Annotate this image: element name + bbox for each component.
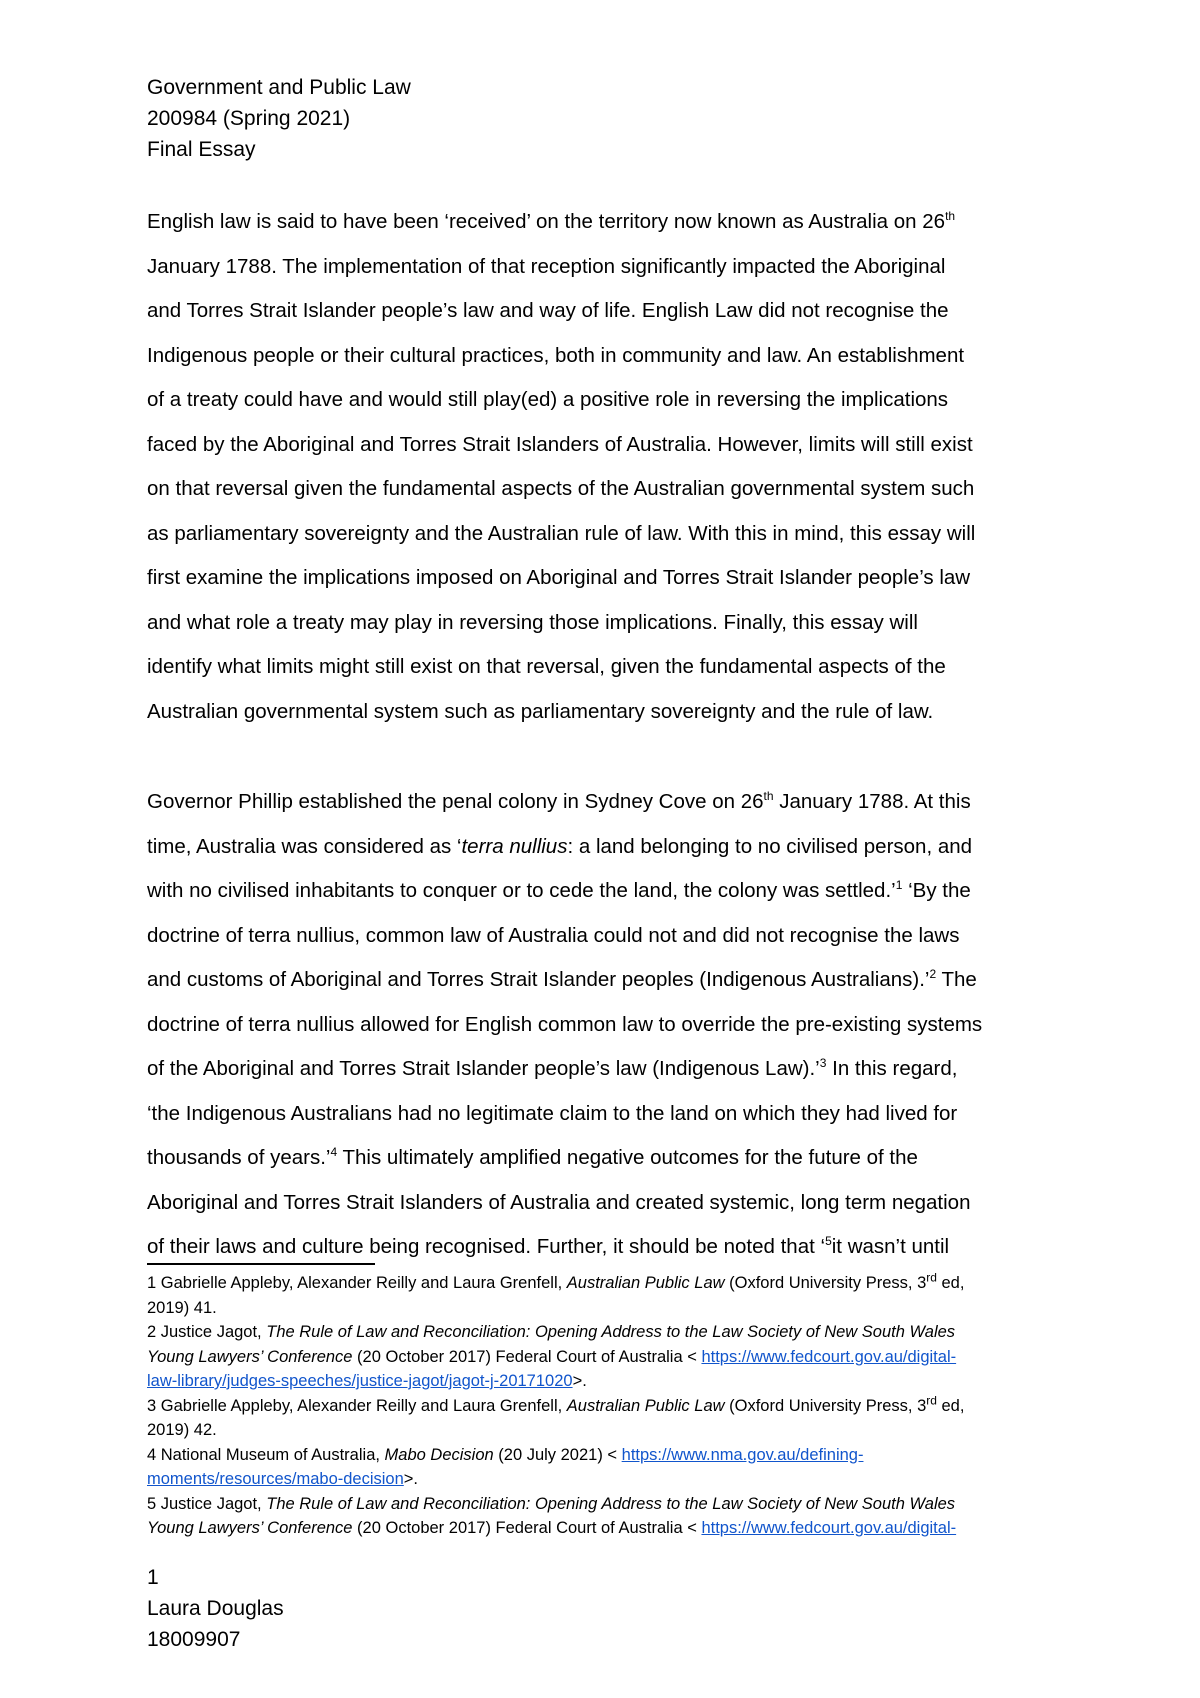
page-footer: [147, 1562, 284, 1655]
text-line: and Torres Strait Islander people’s law and way of life. English Law did not recognise the: [147, 299, 949, 322]
italic-term: terra nullius: [461, 834, 568, 858]
footnotes: [147, 1271, 1072, 1541]
footnote-ref[interactable]: 2: [929, 967, 937, 982]
text-line: doctrine of terra nullius allowed for English common law to override the pre-existing systems: [147, 1012, 983, 1036]
text-line: first examine the implications imposed on Aboriginal and Torres Strait Islander people’s law: [147, 566, 971, 589]
footnote-2-link[interactable]: https://www.fedcourt.gov.au/digital-: [701, 1347, 957, 1366]
footnote-separator: [147, 1263, 375, 1265]
text-line: with no civilised inhabitants to conquer or to cede the land, the colony was settled.’$^1$ ‘By the: [147, 878, 971, 902]
footnote-3-cont: 2019) 42.: [147, 1421, 217, 1439]
text-line: and customs of Aboriginal and Torres Strait Islander peoples (Indigenous Australians).’$^2$ The: [147, 967, 977, 991]
text-line: doctrine of terra nullius, common law of Australia could not and did not recognise the laws: [147, 923, 960, 947]
text-line: time, Australia was considered as ‘terra nullius: a land belonging to no civilised person, and: [147, 834, 973, 858]
footnote-5-link[interactable]: https://www.fedcourt.gov.au/digital-: [701, 1519, 957, 1537]
author-name: Laura Douglas: [147, 1597, 284, 1620]
footnote-2-cont: Young Lawyers’ Conference (20 October 2017) Federal Court of Australia < https://www.fedcourt.gov.au/digital-: [147, 1347, 957, 1366]
footnote-3: 3 Gabrielle Appleby, Alexander Reilly and Laura Grenfell, Australian Public Law (Oxford University Press, 3rd ed,: [147, 1393, 965, 1415]
text-line: January 1788. The implementation of that reception significantly impacted the Aboriginal: [147, 254, 946, 278]
text-line: faced by the Aboriginal and Torres Strait Islanders of Australia. However, limits will still exist: [147, 432, 973, 456]
unit-code: 200984 (Spring 2021): [147, 107, 351, 130]
footnote-4-link[interactable]: https://www.nma.gov.au/defining-: [621, 1445, 864, 1464]
body-paragraph-2: [147, 780, 1072, 1270]
text-line: of a treaty could have and would still play(ed) a positive role in reversing the implications: [147, 388, 949, 411]
text-line: and what role a treaty may play in reversing those implications. Finally, this essay will: [147, 610, 918, 634]
text-line: as parliamentary sovereignty and the Australian rule of law. With this in mind, this essay will: [147, 521, 976, 545]
footnote-4: 4 National Museum of Australia, Mabo Decision (20 July 2021) < https://www.nma.gov.au/defining-: [147, 1445, 864, 1464]
essay-header: [147, 72, 411, 165]
text-line: Indigenous people or their cultural practices, both in community and law. An establishment: [147, 343, 965, 367]
footnote-4-link[interactable]: moments/resources/mabo-decision: [147, 1470, 404, 1488]
text-line: thousands of years.’$^4$ This ultimately amplified negative outcomes for the future of the: [147, 1145, 918, 1169]
footnote-2-link[interactable]: law-library/judges-speeches/justice-jagot/jagot-j-20171020: [147, 1372, 573, 1390]
text-line: identify what limits might still exist on that reversal, given the fundamental aspects of the: [147, 655, 946, 678]
text-line: Governor Phillip established the penal colony in Sydney Cove on 26th January 1788. At this: [147, 789, 971, 813]
footnote-2: 2 Justice Jagot, The Rule of Law and Reconciliation: Opening Address to the Law Society of New South Wales: [147, 1323, 956, 1341]
footnote-ref[interactable]: 1: [895, 878, 903, 893]
footnote-1: 1 Gabrielle Appleby, Alexander Reilly and Laura Grenfell, Australian Public Law (Oxford University Press, 3rd ed,: [147, 1270, 965, 1292]
footnote-4-cont: moments/resources/mabo-decision>.: [147, 1470, 419, 1488]
footnote-2-cont: law-library/judges-speeches/justice-jagot/jagot-j-20171020>.: [147, 1372, 587, 1390]
footnote-ref[interactable]: 4: [330, 1145, 338, 1160]
footnote-ref[interactable]: 5: [825, 1234, 832, 1249]
student-id: 18009907: [147, 1628, 241, 1651]
page-number: 1: [147, 1566, 159, 1589]
superscript: th: [763, 789, 774, 804]
text-line: of their laws and culture being recognised. Further, it should be noted that ‘$^5$it wasn’t until: [147, 1234, 950, 1258]
text-line: Aboriginal and Torres Strait Islanders of Australia and created systemic, long term negation: [147, 1190, 971, 1214]
text-line: ‘the Indigenous Australians had no legitimate claim to the land on which they had lived for: [147, 1101, 958, 1125]
course-title: Government and Public Law: [147, 76, 411, 99]
text-line: of the Aboriginal and Torres Strait Islander people’s law (Indigenous Law).’$^3$ In this regard,: [147, 1056, 958, 1080]
assessment-type: Final Essay: [147, 138, 256, 161]
body-paragraph-1: [147, 200, 1072, 734]
footnote-5: 5 Justice Jagot, The Rule of Law and Reconciliation: Opening Address to the Law Society of New South Wales: [147, 1494, 956, 1513]
text-line: on that reversal given the fundamental aspects of the Australian governmental system such: [147, 477, 975, 500]
footnote-5-cont: Young Lawyers’ Conference (20 October 2017) Federal Court of Australia < https://www.fedcourt.gov.au/digital-: [147, 1519, 957, 1537]
text-line: English law is said to have been ‘received’ on the territory now known as Australia on 26th: [147, 209, 956, 233]
superscript: th: [945, 209, 956, 224]
footnote-ref[interactable]: 3: [819, 1056, 827, 1071]
footnote-1-cont: 2019) 41.: [147, 1298, 217, 1317]
text-line: Australian governmental system such as parliamentary sovereignty and the rule of law.: [147, 699, 934, 723]
